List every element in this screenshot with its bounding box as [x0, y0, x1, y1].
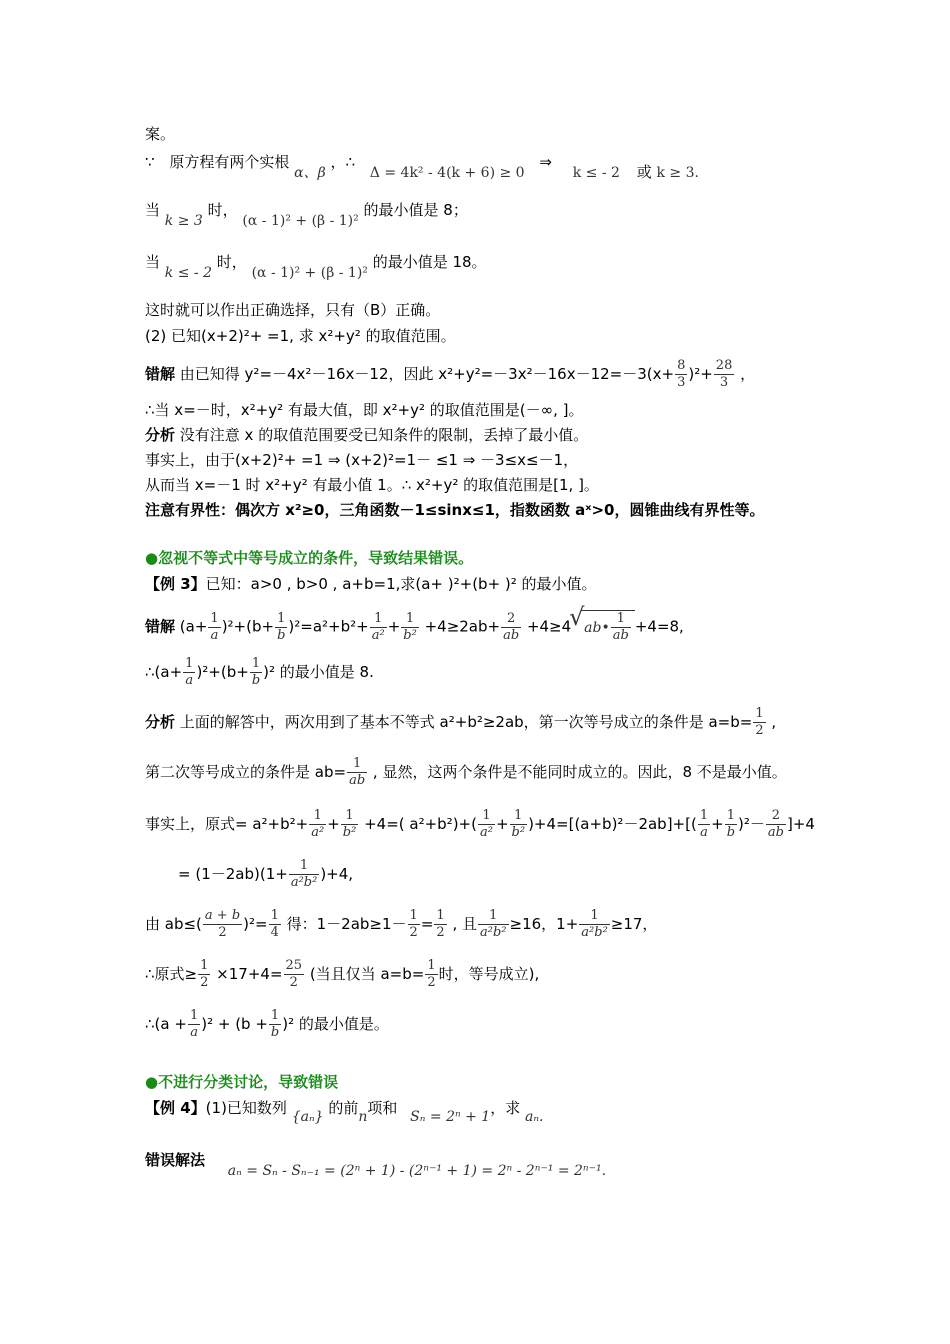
text: 事实上，原式= a²+b²+ — [145, 815, 309, 833]
fraction: $\frac{2}{ab}$ — [767, 808, 784, 840]
text: )+4=[(a+b)²－2ab]+[( — [528, 815, 697, 833]
text-line: 从而当 x=－1 时 x²+y² 有最小值 1。∴ x²+y² 的取值范围是[1, ]。 — [145, 476, 599, 494]
text: 时， — [207, 201, 238, 219]
math-k-range: k ≤ - 2 — [572, 165, 620, 181]
text-line — [145, 252, 487, 281]
math-derivation: aₙ = Sₙ - Sₙ₋₁ = (2ⁿ + 1) - (2ⁿ⁻¹ + 1) = 2ⁿ - 2ⁿ⁻¹ = 2ⁿ⁻¹. — [227, 1163, 607, 1179]
fraction: $\frac{1}{\text{a²b²}}$ — [290, 858, 318, 890]
text-line — [145, 610, 684, 644]
text: )²+(b+ — [221, 617, 275, 636]
text-line: ∴当 x=－时，x²+y² 有最大值，即 x²+y² 的取值范围是(－∞, ]。 — [145, 401, 584, 419]
text: )² 的最小值是 8. — [263, 663, 374, 681]
text: +4=( a²+b²)+( — [359, 815, 477, 833]
text-line — [145, 425, 588, 445]
fraction: $\frac{25}{2}$ — [285, 958, 303, 990]
text: 当 — [145, 201, 161, 219]
text-line — [145, 358, 755, 391]
fraction: $\frac{1}{b}$ — [726, 808, 736, 840]
text: +4≥2ab+ — [419, 617, 501, 636]
math-discriminant: Δ = 4k² - 4(k + 6) ≥ 0 — [369, 165, 525, 181]
note-boundedness: 注意有界性：偶次方 x²≥0，三角函数－1≤sinx≤1，指数函数 aˣ>0，圆锥曲线有界性等。 — [145, 501, 765, 519]
text: 原方程有两个实根 — [169, 153, 290, 171]
text-line — [145, 808, 815, 841]
text: 已知：a>0 , b>0 , a+b=1,求(a+ )²+(b+ )² 的最小值。 — [205, 575, 597, 593]
fraction: $\frac{1}{2}$ — [427, 958, 436, 990]
fraction: $\frac{1}{\text{a²b²}}$ — [581, 908, 608, 940]
math-an: aₙ. — [524, 1109, 544, 1125]
text: 的最小值是 8； — [363, 201, 468, 219]
label-wrong-solution: 错解 — [145, 365, 176, 383]
fraction: $\frac{1}{b}$ — [277, 610, 286, 643]
text: ，∴ — [330, 153, 356, 171]
fraction: $\frac{1}{a}$ — [185, 656, 194, 688]
text-line — [145, 152, 699, 181]
example-label: 【例 3】 — [145, 575, 206, 593]
fraction: $\frac{1}{a}$ — [699, 808, 709, 840]
text: = (1－2ab)(1+ — [178, 865, 288, 883]
text: (1)已知数列 — [205, 1099, 287, 1117]
math-condition: k ≥ 3 — [164, 213, 203, 229]
text-line: 案。 — [145, 125, 176, 143]
text-line — [145, 908, 657, 941]
text: ×17+4= — [211, 965, 283, 983]
text: 上面的解答中，两次用到了基本不等式 a²+b²≥2ab，第一次等号成立的条件是 a=b= — [175, 713, 753, 731]
fraction: $\frac{1}{2}$ — [436, 908, 445, 940]
text-line — [145, 574, 597, 594]
label-wrong-solution: 错解 — [145, 617, 176, 636]
text: )²+(b+ — [196, 663, 249, 681]
text: +4=8, — [634, 617, 684, 636]
text: 时， — [216, 253, 247, 271]
text: ]+4 — [786, 815, 815, 833]
text: +4≥4 — [522, 617, 572, 636]
text: )²－ — [738, 815, 765, 833]
math-sum: Sₙ = 2ⁿ + 1 — [410, 1109, 491, 1125]
fraction: $\frac{1}{ab}$ — [612, 611, 629, 643]
fraction: $\frac{1}{\text{b²}}$ — [342, 808, 357, 840]
text-line — [145, 706, 776, 739]
text: , — [766, 713, 777, 731]
text-line — [145, 1150, 607, 1179]
text: ≥16，1+ — [509, 915, 579, 933]
fraction: $\frac{1}{\text{a²b²}}$ — [480, 908, 507, 940]
section-heading: ●不进行分类讨论，导致错误 — [145, 1073, 339, 1091]
label-analysis: 分析 — [145, 713, 176, 731]
label-wrong-method: 错误解法 — [145, 1151, 206, 1169]
implies-symbol: ⇒ — [539, 153, 552, 171]
text: )²+ — [688, 365, 713, 383]
math-n: n — [358, 1109, 368, 1125]
text: )+4, — [320, 865, 354, 883]
fraction: $\frac{1}{2}$ — [409, 908, 418, 940]
text-line — [145, 1008, 389, 1041]
text: ∴(a + — [145, 1015, 187, 1033]
text: ∴原式≥ — [145, 965, 198, 983]
example-label: 【例 4】 — [145, 1099, 206, 1117]
fraction: $\frac{1}{ab}$ — [349, 756, 366, 788]
math-expression: (α - 1)² + (β - 1)² — [251, 265, 368, 281]
math-k-range: k ≥ 3. — [656, 165, 699, 181]
text: + — [327, 815, 340, 833]
text-line — [145, 1098, 544, 1125]
text: )² + (b + — [201, 1015, 268, 1033]
math-condition: k ≤ - 2 — [164, 265, 212, 281]
fraction: $\frac{1}{b}$ — [270, 1008, 280, 1040]
fraction: $\frac{1}{\text{a²}}$ — [371, 610, 385, 643]
fraction: $\frac{1}{2}$ — [200, 958, 209, 990]
text: ≥17， — [610, 915, 658, 933]
text-line: 事实上，由于(x+2)²+ =1 ⇒ (x+2)²=1－ ≤1 ⇒ －3≤x≤－1， — [145, 451, 579, 469]
fraction: $\frac{1}{4}$ — [270, 908, 279, 940]
text: 当 — [145, 253, 161, 271]
fraction: $\frac{1}{\text{b²}}$ — [403, 610, 417, 643]
text-line: (2) 已知(x+2)²+ =1, 求 x²+y² 的取值范围。 — [145, 327, 456, 345]
text-line — [178, 858, 353, 891]
text: + — [495, 815, 509, 833]
text: 的前 — [328, 1099, 359, 1117]
text: ， — [735, 365, 756, 383]
text: 或 — [636, 163, 652, 181]
text: (a+ — [175, 617, 208, 636]
section-heading: ●忽视不等式中等号成立的条件，导致结果错误。 — [145, 549, 474, 567]
text: 时，等号成立), — [438, 965, 540, 983]
fraction: $\frac{8}{3}$ — [677, 358, 686, 390]
fraction: $\frac{1}{\text{a²}}$ — [479, 808, 493, 840]
text: , 显然，这两个条件是不能同时成立的。因此，8 不是最小值。 — [368, 763, 787, 781]
text: 项和 — [367, 1099, 398, 1117]
text-line — [145, 756, 787, 789]
math-sequence: {aₙ} — [291, 1109, 324, 1125]
text-line — [145, 958, 539, 991]
text: )²= — [243, 915, 268, 933]
text: 由 ab≤( — [145, 915, 202, 933]
text: )² 的最小值是。 — [282, 1015, 389, 1033]
fraction: $\frac{1}{\text{a²}}$ — [311, 808, 325, 840]
text: 第二次等号成立的条件是 ab= — [145, 763, 347, 781]
fraction: $\frac{2}{ab}$ — [503, 610, 520, 643]
fraction: $\frac{1}{a}$ — [210, 610, 219, 643]
fraction: $\frac{1}{\text{b²}}$ — [511, 808, 526, 840]
text-line — [145, 656, 374, 689]
math-roots: α、β — [294, 165, 326, 181]
because-symbol: ∵ — [145, 153, 155, 171]
text: + — [387, 617, 401, 636]
text: 由已知得 y²=－4x²－16x－12，因此 x²+y²=－3x²－16x－12=－3(x+ — [175, 365, 675, 383]
square-root: √ ab• $\frac{1}{ab}$ — [581, 610, 635, 644]
text: , 且 — [447, 915, 477, 933]
fraction: $\frac{1}{b}$ — [251, 656, 261, 688]
text: ∴(a+ — [145, 663, 183, 681]
fraction: $\frac{28}{3}$ — [715, 358, 733, 390]
text: )²=a²+b²+ — [288, 617, 369, 636]
text: 没有注意 x 的取值范围要受已知条件的限制，丢掉了最小值。 — [175, 426, 589, 444]
text: ，求 — [490, 1099, 521, 1117]
fraction: $\frac{1}{a}$ — [189, 1008, 199, 1040]
text-line — [145, 200, 468, 229]
label-analysis: 分析 — [145, 426, 176, 444]
fraction: $\frac{a + b}{2}$ — [204, 908, 241, 940]
text-line: 这时就可以作出正确选择，只有（B）正确。 — [145, 301, 441, 319]
math-expression: (α - 1)² + (β - 1)² — [242, 213, 359, 229]
text: 的最小值是 18。 — [372, 253, 487, 271]
text: (当且仅当 a=b= — [305, 965, 425, 983]
text: = — [420, 915, 434, 933]
text: + — [711, 815, 724, 833]
fraction: $\frac{1}{2}$ — [755, 706, 764, 738]
text: 得：1－2ab≥1－ — [281, 915, 407, 933]
